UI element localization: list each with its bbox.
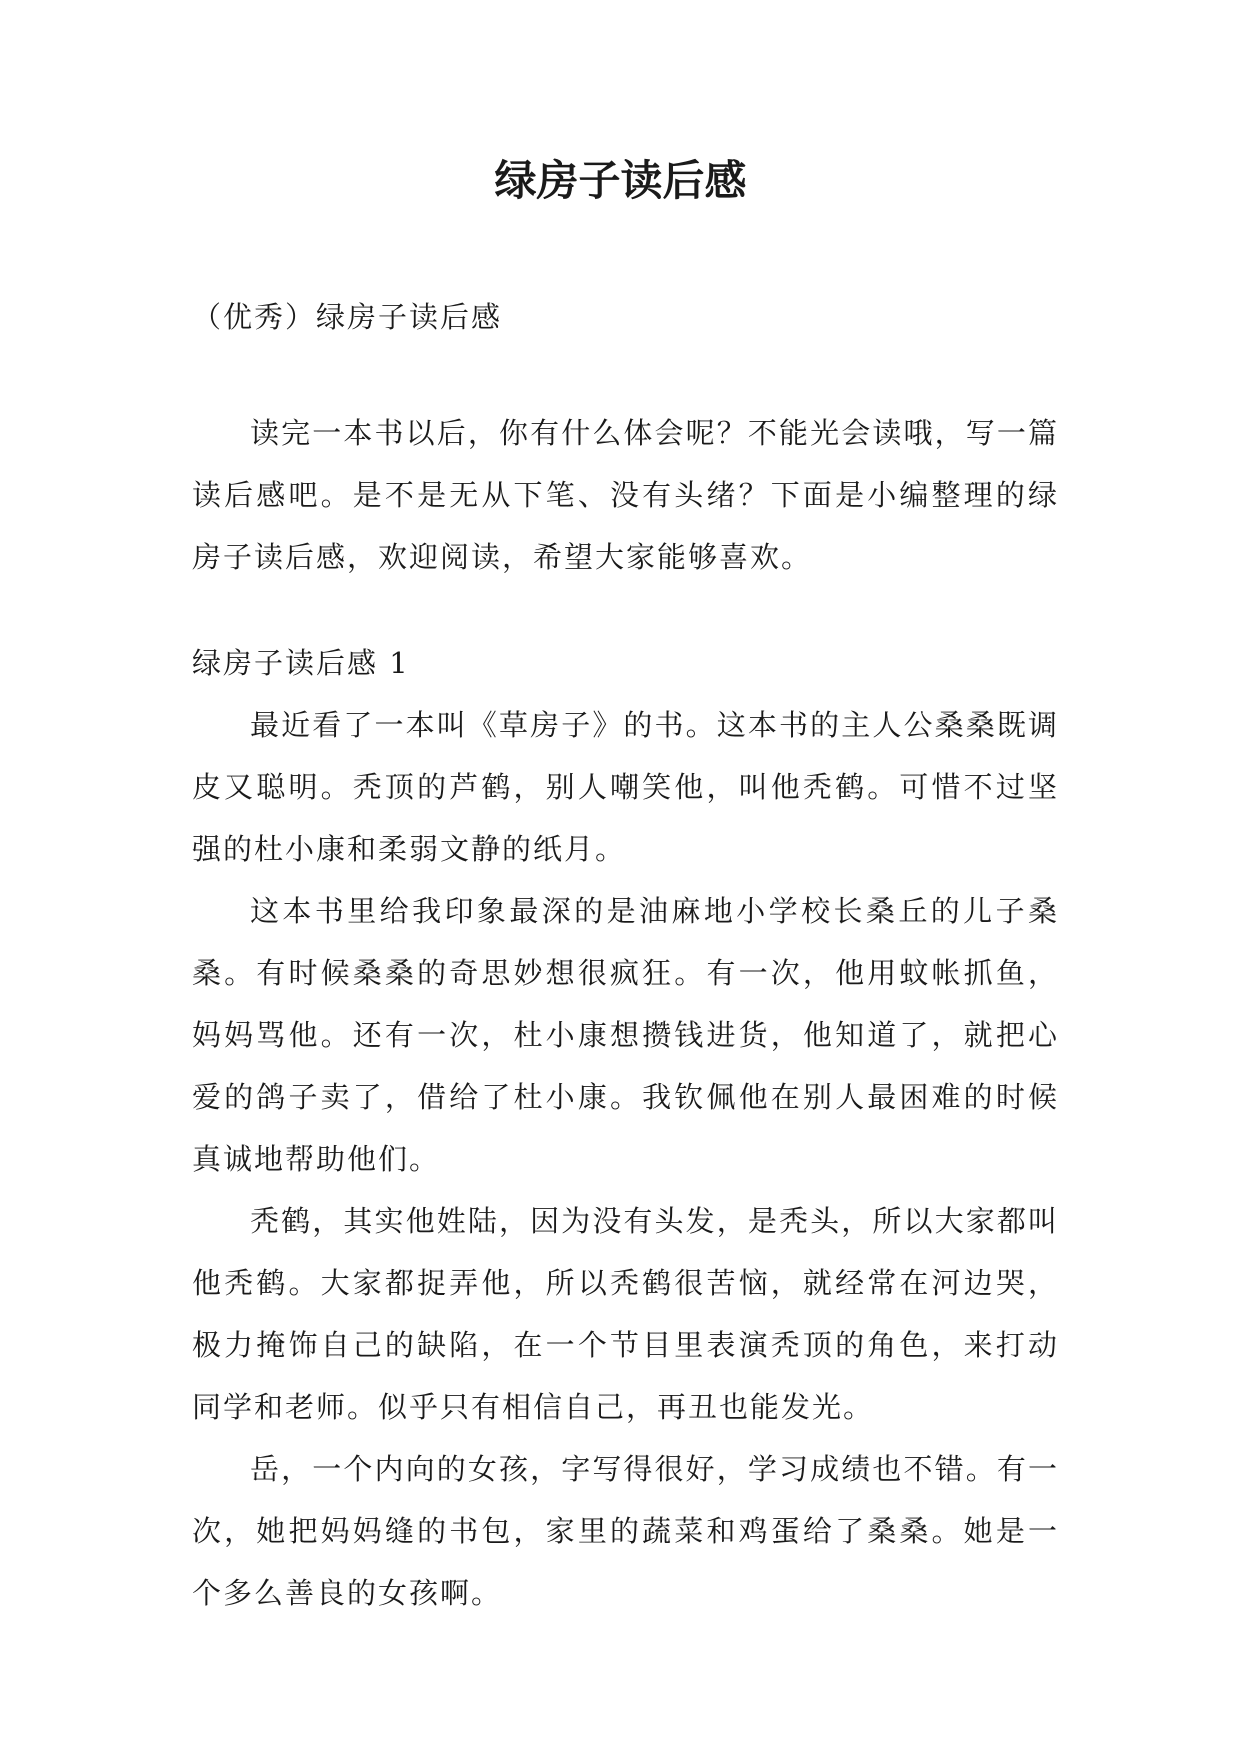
intro-block: [192, 402, 1059, 588]
section-paragraph: 岳，一个内向的女孩，字写得很好，学习成绩也不错。有一次，她把妈妈缝的书包，家里的蔬菜和鸡蛋给了桑桑。她是一个多么善良的女孩啊。: [192, 1452, 1059, 1610]
document-subtitle: （优秀）绿房子读后感: [192, 300, 503, 334]
section-paragraph: 最近看了一本叫《草房子》的书。这本书的主人公桑桑既调皮又聪明。秃顶的芦鹤，别人嘲笑他，叫他秃鹤。可惜不过坚强的杜小康和柔弱文静的纸月。: [192, 708, 1059, 866]
section-paragraph: 这本书里给我印象最深的是油麻地小学校长桑丘的儿子桑桑。有时候桑桑的奇思妙想很疯狂。有一次，他用蚊帐抓鱼，妈妈骂他。还有一次，杜小康想攒钱进货，他知道了，就把心爱的鸽子卖了，借给了杜小康。我钦佩他在别人最困难的时候真诚地帮助他们。: [192, 894, 1059, 1176]
section-heading: 绿房子读后感 1: [192, 646, 410, 680]
section-1: [192, 632, 1059, 1624]
document-title: 绿房子读后感: [494, 156, 747, 205]
section-paragraph: 秃鹤，其实他姓陆，因为没有头发，是秃头，所以大家都叫他秃鹤。大家都捉弄他，所以秃鹤很苦恼，就经常在河边哭，极力掩饰自己的缺陷，在一个节目里表演秃顶的角色，来打动同学和老师。似乎只有相信自己，再丑也能发光。: [192, 1204, 1059, 1424]
intro-paragraph: 读完一本书以后，你有什么体会呢？不能光会读哦，写一篇读后感吧。是不是无从下笔、没有头绪？下面是小编整理的绿房子读后感，欢迎阅读，希望大家能够喜欢。: [192, 416, 1059, 574]
document-subtitle-block: [192, 286, 1059, 348]
